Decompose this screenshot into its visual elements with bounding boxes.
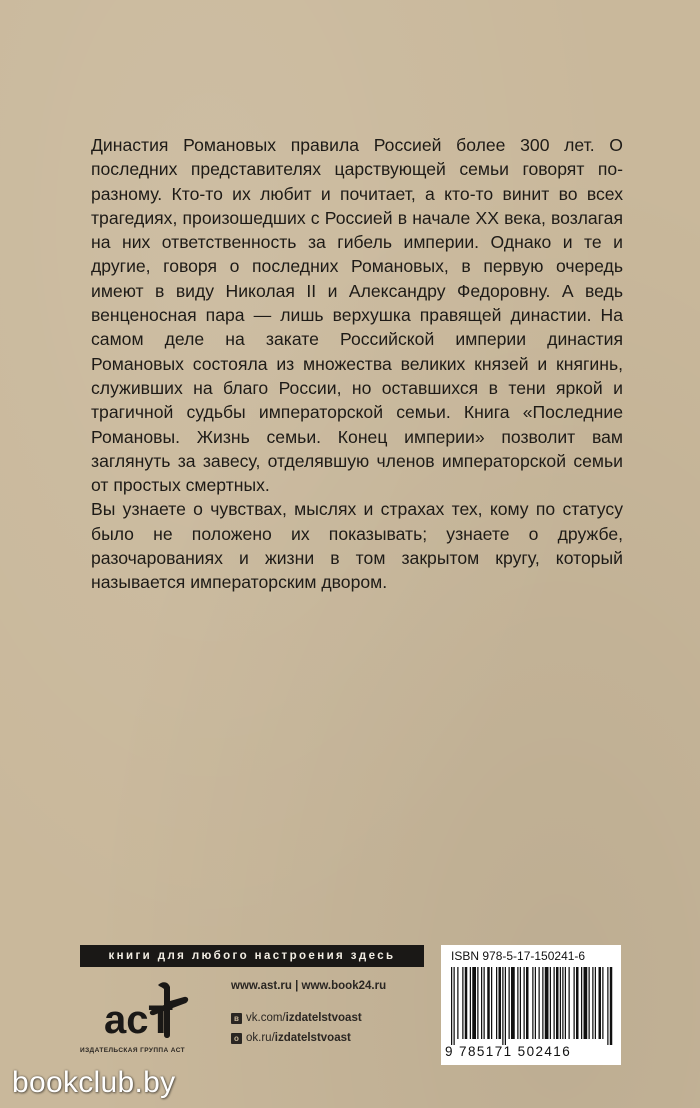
barcode-bar [487, 967, 490, 1039]
ok-link [231, 1028, 431, 1048]
barcode-bar [550, 967, 551, 1039]
ast-logo-text: acT [104, 998, 173, 1042]
barcode-bar [560, 967, 561, 1039]
barcode-bar [576, 967, 579, 1039]
vk-prefix: vk.com/ [246, 1012, 286, 1024]
barcode-bar [454, 967, 455, 1045]
barcode-bar [472, 967, 476, 1039]
barcode-bar [451, 967, 452, 1045]
barcode-bar [532, 967, 533, 1039]
barcode-bar [462, 967, 463, 1039]
website-links: www.ast.ru | www.book24.ru [231, 980, 387, 992]
barcode-bar [526, 967, 529, 1039]
ok-handle: izdatelstvoast [274, 1032, 351, 1044]
ast-logo [100, 975, 192, 1045]
book-description [91, 133, 623, 595]
barcode-bar [565, 967, 566, 1039]
barcode-bar [542, 967, 543, 1039]
ok-icon: о [231, 1033, 242, 1044]
barcode-graphic [449, 967, 613, 1045]
barcode-bar [496, 967, 497, 1039]
barcode-bar [556, 967, 559, 1039]
isbn-number: ISBN 978-5-17-150241-6 [451, 949, 586, 963]
barcode-bar [584, 967, 588, 1039]
barcode-digits: 9 785171 502416 [445, 1044, 572, 1059]
barcode-bar [610, 967, 613, 1045]
vk-handle: izdatelstvoast [285, 1012, 362, 1024]
barcode-bar [592, 967, 593, 1039]
barcode-bar [499, 967, 502, 1039]
barcode-bar [511, 967, 515, 1039]
barcode-bar [607, 967, 608, 1045]
barcode-bar [491, 967, 492, 1039]
description-paragraph-1: Династия Романовых правила Россией более 300 лет. О последних представителях царствующей семьи говорят по-разному. Кто-то их любит и почитает, а кто-то винит во всех трагедиях, произошедших с Россией в начале XX века, возлагая на них ответственность за гибель империи. Однако и те и другие, говоря о последних Романовых, в первую очередь имеют в виду Николая II и Александру Федоровну. А ведь венценосная пара — лишь верхушка правящей династии. На самом деле на закате Российской империи династия Романовых состояла из множества великих князей и княгинь, служивших на благо России, но оставшихся в тени яркой и трагичной судьбы императорской семьи. Книга «Последние Романовы. Жизнь семьи. Конец империи» позволит вам заглянуть за завесу, отделявшую членов императорской семьи от простых смертных. [91, 135, 623, 496]
barcode-bar [545, 967, 549, 1039]
barcode-bar [554, 967, 555, 1039]
barcode-bar [569, 967, 570, 1039]
barcode-bar [535, 967, 536, 1039]
barcode-bar [602, 967, 603, 1039]
barcode-bar [520, 967, 521, 1039]
barcode-bar [470, 967, 471, 1039]
vk-link [231, 1008, 431, 1028]
description-paragraph-2: Вы узнаете о чувствах, мыслях и страхах тех, кому по статусу было не положено их показывать; узнаете о дружбе, разочарованиях и жизни в том закрытом кругу, который называется императорским двором. [91, 499, 623, 593]
site-watermark: bookclub.by [12, 1066, 176, 1099]
barcode-bar [524, 967, 525, 1039]
barcode-bar [484, 967, 485, 1039]
publisher-links [231, 980, 431, 1048]
barcode-bar [509, 967, 510, 1039]
barcode-bar [562, 967, 563, 1039]
ok-prefix: ok.ru/ [246, 1032, 275, 1044]
barcode-bar [595, 967, 596, 1039]
isbn-barcode-box [441, 945, 621, 1065]
barcode-bar [477, 967, 478, 1039]
barcode-bar [539, 967, 540, 1039]
barcode-bar [505, 967, 506, 1045]
barcode-bar [481, 967, 482, 1039]
vk-icon: в [231, 1013, 242, 1024]
barcode-bar [574, 967, 575, 1039]
barcode-bar [589, 967, 590, 1039]
publisher-slogan: книги для любого настроения здесь [80, 945, 424, 967]
barcode-bar [465, 967, 468, 1039]
barcode-bar [581, 967, 582, 1039]
barcode-bar [599, 967, 602, 1039]
publisher-caption: ИЗДАТЕЛЬСКАЯ ГРУППА АСТ [80, 1047, 186, 1054]
barcode-bar [457, 967, 458, 1039]
barcode-bar [502, 967, 503, 1045]
barcode-bar [517, 967, 518, 1039]
